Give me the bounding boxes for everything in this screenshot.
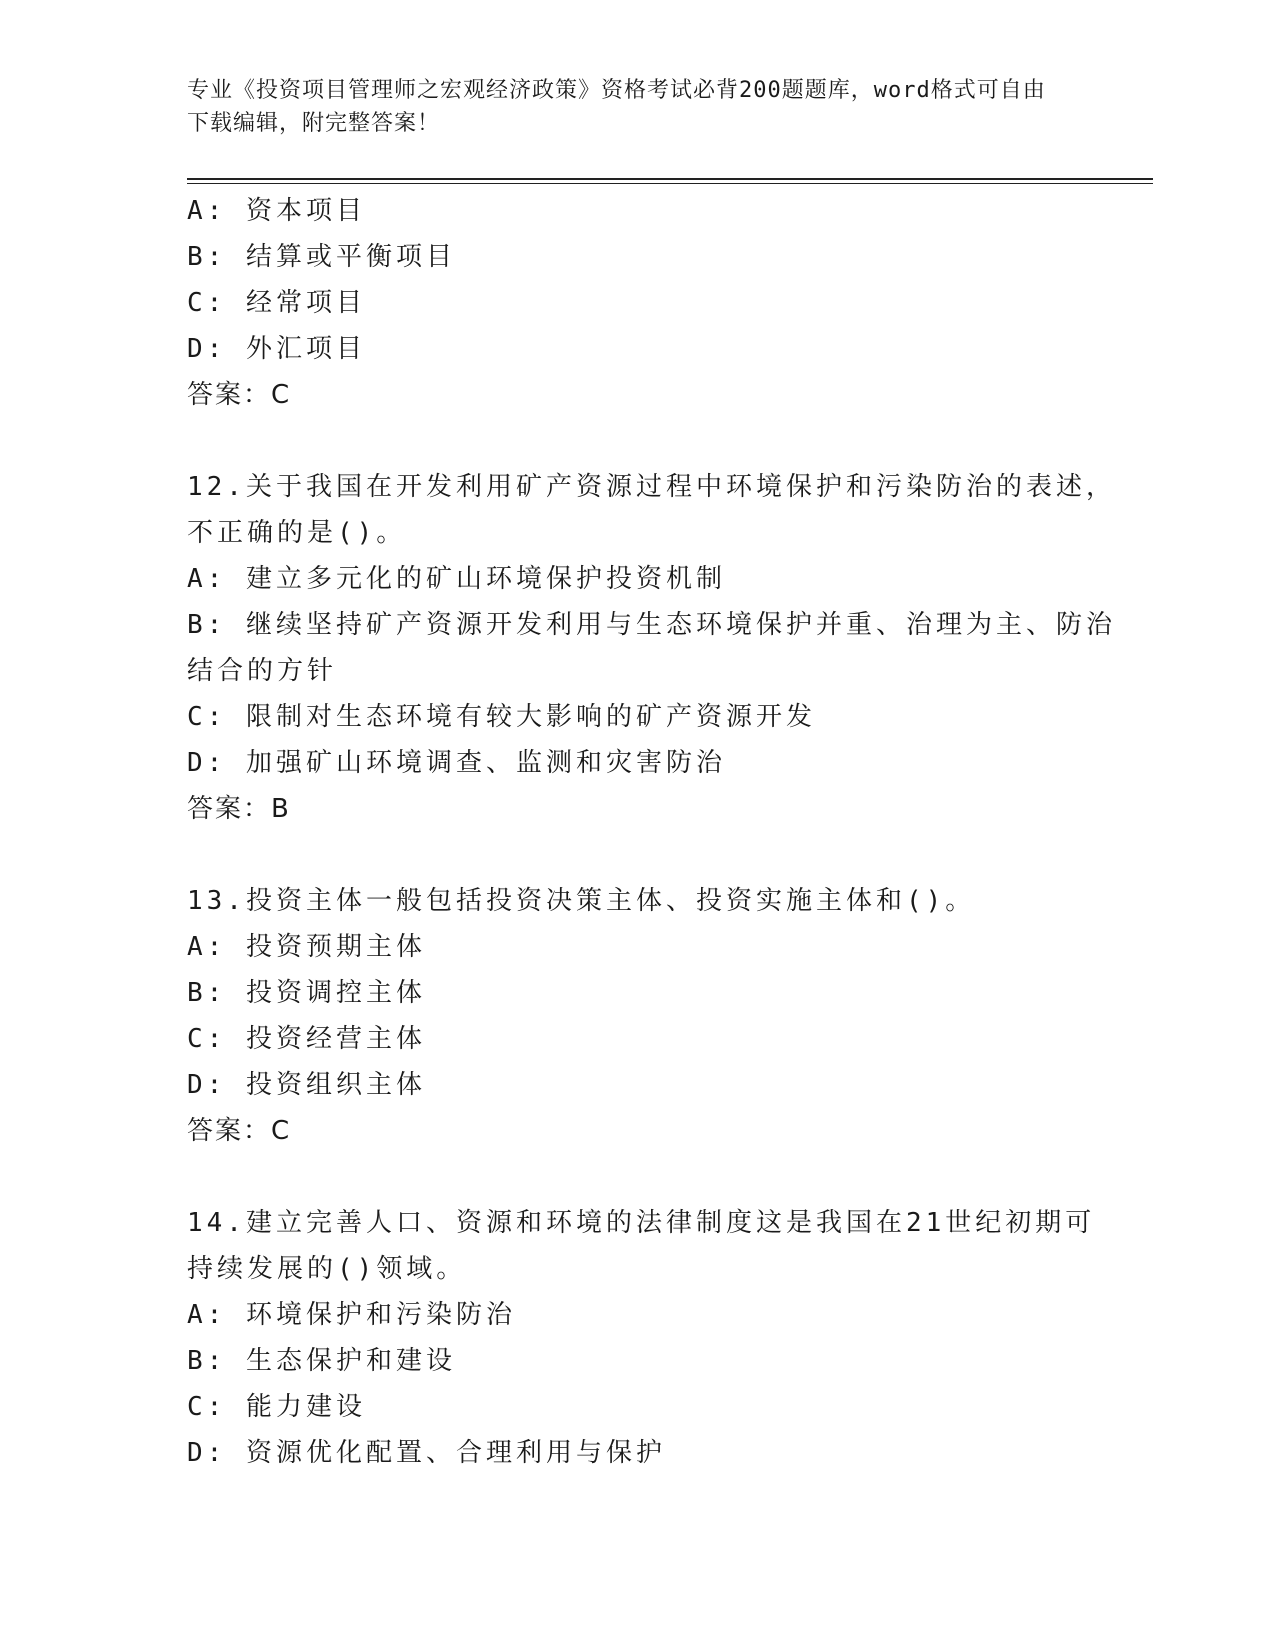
- question-14: [187, 1200, 1096, 1476]
- option-a: A: 投资预期主体: [187, 932, 426, 962]
- option-c: C: 投资经营主体: [187, 1024, 426, 1054]
- option-b: B: 生态保护和建设: [187, 1346, 456, 1376]
- question-stem: 14.建立完善人口、资源和环境的法律制度这是我国在21世纪初期可: [187, 1208, 1096, 1238]
- option-b-cont: 结合的方针: [187, 656, 338, 686]
- answer: 答案：C: [187, 1116, 292, 1146]
- answer: 答案：B: [187, 794, 291, 824]
- question-list: [187, 188, 1116, 1476]
- question-11-continued: [187, 188, 1087, 418]
- option-b: B: 继续坚持矿产资源开发利用与生态环境保护并重、治理为主、防治: [187, 610, 1116, 640]
- header-title: 专业《投资项目管理师之宏观经济政策》资格考试必背200题题库，word格式可自由下载编辑，附完整答案！: [187, 78, 1046, 136]
- header-divider: [187, 178, 1153, 180]
- option-d: D: 外汇项目: [187, 334, 366, 364]
- question-12: [187, 464, 1116, 832]
- header-divider-thin: [187, 183, 1153, 184]
- option-c: C: 限制对生态环境有较大影响的矿产资源开发: [187, 702, 816, 732]
- question-stem-cont: 不正确的是()。: [187, 518, 407, 548]
- option-a: A: 建立多元化的矿山环境保护投资机制: [187, 564, 726, 594]
- option-b: B: 投资调控主体: [187, 978, 426, 1008]
- question-13: [187, 878, 1087, 1154]
- option-c: C: 经常项目: [187, 288, 366, 318]
- document-header: [187, 74, 1067, 140]
- option-a: A: 环境保护和污染防治: [187, 1300, 516, 1330]
- answer: 答案：C: [187, 380, 292, 410]
- option-c: C: 能力建设: [187, 1392, 366, 1422]
- option-d: D: 加强矿山环境调查、监测和灾害防治: [187, 748, 726, 778]
- question-stem-cont: 持续发展的()领域。: [187, 1254, 467, 1284]
- question-stem: 13.投资主体一般包括投资决策主体、投资实施主体和()。: [187, 886, 976, 916]
- question-stem: 12.关于我国在开发利用矿产资源过程中环境保护和污染防治的表述，: [187, 472, 1116, 502]
- option-d: D: 投资组织主体: [187, 1070, 426, 1100]
- option-b: B: 结算或平衡项目: [187, 242, 456, 272]
- option-d: D: 资源优化配置、合理利用与保护: [187, 1438, 666, 1468]
- option-a: A: 资本项目: [187, 196, 366, 226]
